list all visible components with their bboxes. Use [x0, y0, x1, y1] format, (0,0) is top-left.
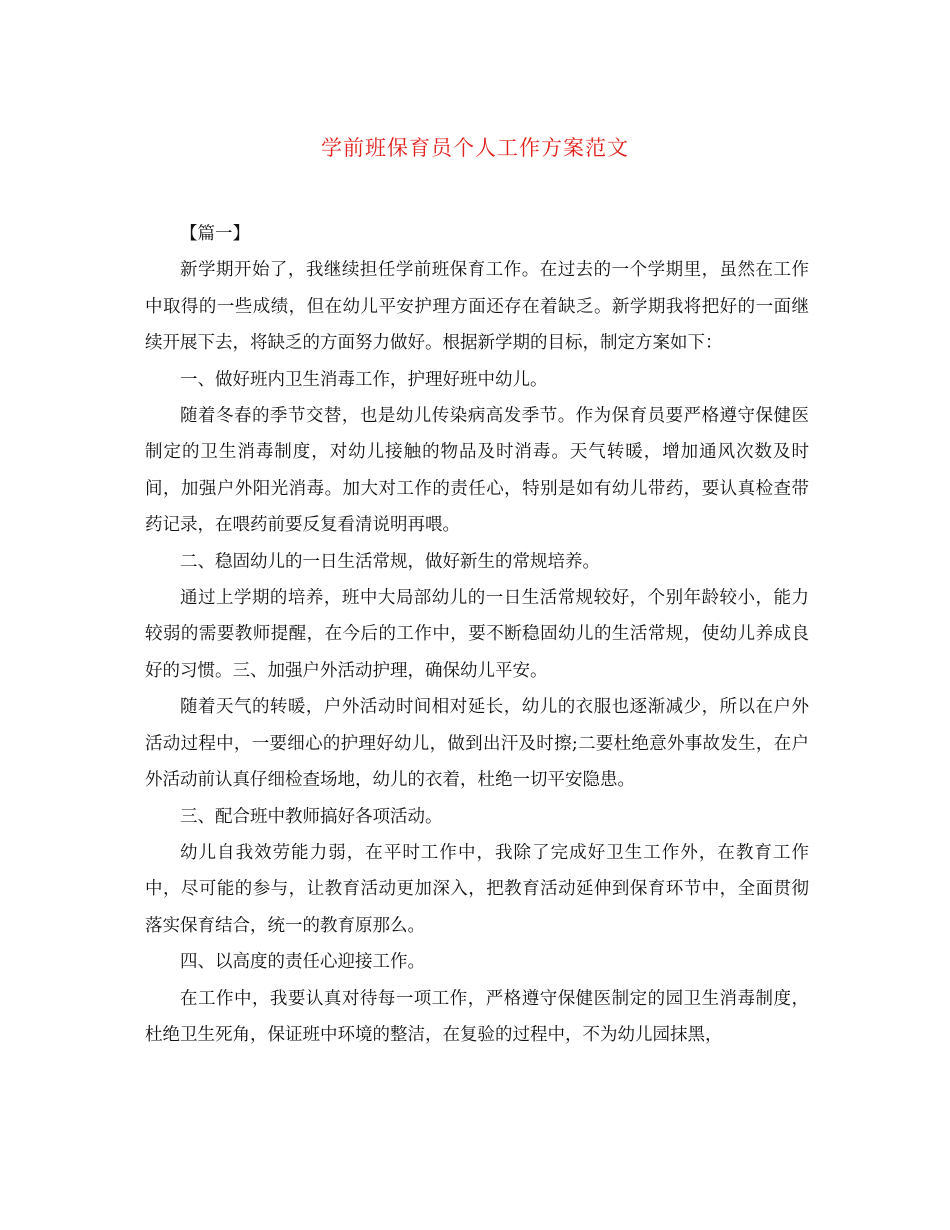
- heading-item-2: 二、稳固幼儿的一日生活常规，做好新生的常规培养。: [180, 551, 600, 572]
- paragraph-item-1: 随着冬春的季节交替，也是幼儿传染病高发季节。作为保育员要严格遵守保健医制定的卫生消毒制度，对幼儿接触的物品及时消毒。天气转暖，增加通风次数及时间，加强户外阳光消毒。加大对工作的责任心，特别是如有幼儿带药，要认真检查带药记录，在喂药前要反复看清说明再喂。: [145, 406, 809, 536]
- section-heading-part-one: 【篇一】: [180, 224, 250, 244]
- heading-item-3: 三、配合班中教师搞好各项活动。: [180, 806, 443, 827]
- paragraph-item-2: 通过上学期的培养，班中大局部幼儿的一日生活常规较好，个别年龄较小，能力较弱的需要教师提醒，在今后的工作中，要不断稳固幼儿的生活常规，使幼儿养成良好的习惯。三、加强户外活动护理，确保幼儿平安。: [145, 588, 809, 681]
- paragraph-item-4: 在工作中，我要认真对待每一项工作，严格遵守保健医制定的园卫生消毒制度，杜绝卫生死角，保证班中环境的整洁，在复验的过程中，不为幼儿园抹黑，: [145, 988, 809, 1045]
- document-body: [145, 216, 809, 1053]
- paragraph-outdoor: 随着天气的转暖，户外活动时间相对延长，幼儿的衣服也逐渐减少，所以在户外活动过程中，一要细心的护理好幼儿，做到出汗及时擦;二要杜绝意外事故发生，在户外活动前认真仔细检查场地，幼儿的衣着，杜绝一切平安隐患。: [145, 697, 809, 791]
- paragraph-item-3: 幼儿自我效劳能力弱，在平时工作中，我除了完成好卫生工作外，在教育工作中，尽可能的参与，让教育活动更加深入，把教育活动延伸到保育环节中，全面贯彻落实保育结合，统一的教育原那么。: [145, 842, 809, 936]
- paragraph-intro: 新学期开始了，我继续担任学前班保育工作。在过去的一个学期里，虽然在工作中取得的一些成绩，但在幼儿平安护理方面还存在着缺乏。新学期我将把好的一面继续开展下去，将缺乏的方面努力做好。根据新学期的目标，制定方案如下：: [145, 260, 809, 354]
- heading-item-4: 四、以高度的责任心迎接工作。: [180, 952, 425, 973]
- heading-item-1: 一、做好班内卫生消毒工作，护理好班中幼儿。: [180, 369, 548, 390]
- document-title: 学前班保育员个人工作方案范文: [321, 136, 629, 160]
